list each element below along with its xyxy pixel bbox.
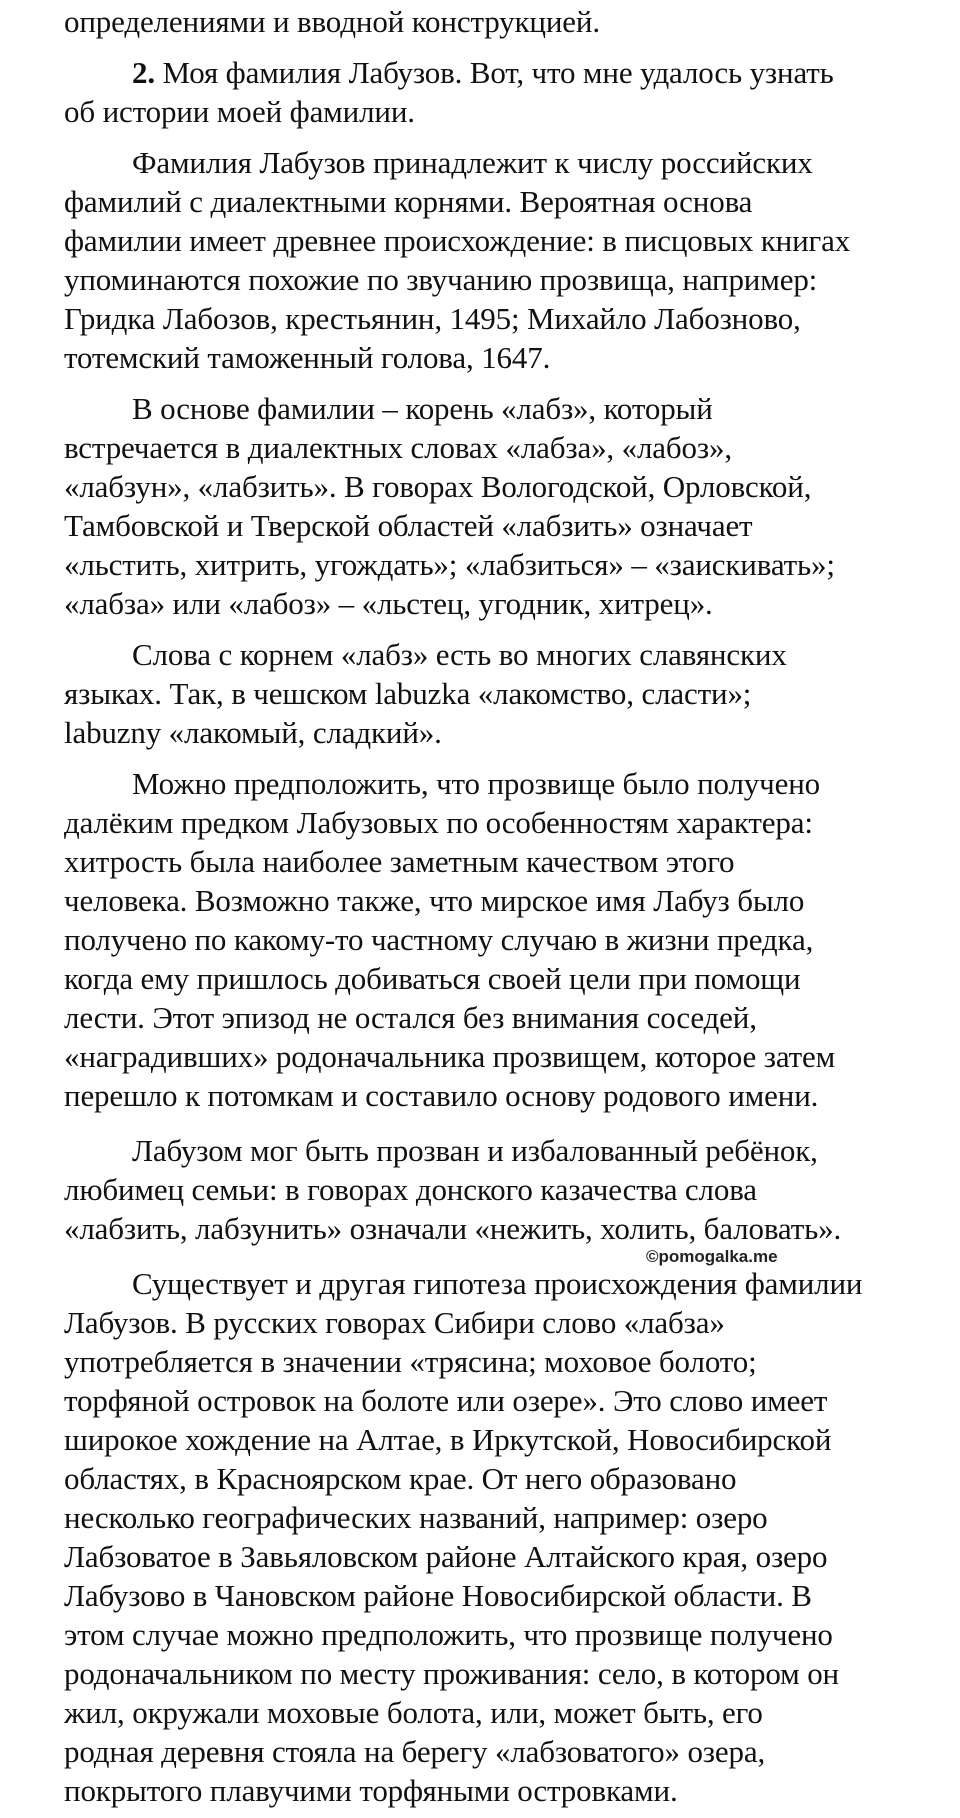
- text-line-content: Моя фамилия Лабузов. Вот, что мне удалось узнать: [154, 55, 834, 90]
- document-page: [64, 0, 954, 1810]
- paragraph: [64, 143, 954, 377]
- text-line: фамилии имеет древнее происхождение: в писцовых книгах: [64, 223, 851, 258]
- text-line: хитрость была наиболее заметным качеством этого: [64, 844, 735, 879]
- text-line: когда ему пришлось добиваться своей цели при помощи: [64, 961, 801, 996]
- text-line: языках. Так, в чешском labuzka «лакомство, сласти»;: [64, 676, 752, 711]
- text-line: упоминаются похожие по звучанию прозвища, например:: [64, 262, 818, 297]
- text-line: [64, 53, 954, 92]
- paragraph: [64, 635, 954, 752]
- paragraph: [64, 1131, 954, 1248]
- paragraph: [64, 389, 954, 623]
- text-line: лести. Этот эпизод не остался без внимания соседей,: [64, 1000, 757, 1035]
- text-line: любимец семьи: в говорах донского казачества слова: [64, 1172, 757, 1207]
- text-line: фамилий с диалектными корнями. Вероятная основа: [64, 184, 753, 219]
- text-line: Лабузово в Чановском районе Новосибирской области. В: [64, 1578, 812, 1613]
- text-line: встречается в диалектных словах «лабза», «лабоз»,: [64, 430, 732, 465]
- text-line: покрытого плавучими торфяными островками.: [64, 1773, 678, 1808]
- text-line: Гридка Лабозов, крестьянин, 1495; Михайло Лабозново,: [64, 301, 801, 336]
- text-line: Слова с корнем «лабз» есть во многих славянских: [132, 637, 787, 672]
- text-line: человека. Возможно также, что мирское имя Лабуз было: [64, 883, 805, 918]
- section-number: 2.: [132, 55, 155, 90]
- text-line: родоначальником по месту проживания: село, в котором он: [64, 1656, 839, 1691]
- text-line: далёким предком Лабузовых по особенностям характера:: [64, 805, 813, 840]
- text-line: Можно предположить, что прозвище было получено: [132, 766, 820, 801]
- text-line: употребляется в значении «трясина; моховое болото;: [64, 1344, 757, 1379]
- text-line: широкое хождение на Алтае, в Иркутской, Новосибирской: [64, 1422, 832, 1457]
- text-line: об истории моей фамилии.: [64, 94, 415, 129]
- text-line: родная деревня стояла на берегу «лабзоватого» озера,: [64, 1734, 766, 1769]
- text-line: «наградивших» родоначальника прозвищем, которое затем: [64, 1039, 836, 1074]
- text-line: областях, в Красноярском крае. От него образовано: [64, 1461, 737, 1496]
- text-line: Фамилия Лабузов принадлежит к числу российских: [132, 145, 813, 180]
- text-line: Тамбовской и Тверской областей «лабзить» означает: [64, 508, 753, 543]
- text-line: жил, окружали моховые болота, или, может быть, его: [64, 1695, 763, 1730]
- paragraph-section-2: [64, 53, 954, 131]
- text-line: Лабзоватое в Завьяловском районе Алтайского края, озеро: [64, 1539, 828, 1574]
- text-line: перешло к потомкам и составило основу родового имени.: [64, 1078, 819, 1113]
- watermark: ©pomogalka.me: [646, 1247, 778, 1266]
- text-line: торфяной островок на болоте или озере». Это слово имеет: [64, 1383, 828, 1418]
- paragraph: [64, 1264, 954, 1810]
- paragraph: [64, 764, 954, 1115]
- text-line: «льстить, хитрить, угождать»; «лабзиться» – «заискивать»;: [64, 547, 835, 582]
- text-line: labuzny «лакомый, сладкий».: [64, 715, 442, 750]
- text-line: этом случае можно предположить, что прозвище получено: [64, 1617, 833, 1652]
- text-line: определениями и вводной конструкцией.: [64, 4, 600, 39]
- text-line: Существует и другая гипотеза происхождения фамилии: [132, 1266, 863, 1301]
- text-line: В основе фамилии – корень «лабз», который: [132, 391, 713, 426]
- text-line: Лабузов. В русских говорах Сибири слово «лабза»: [64, 1305, 725, 1340]
- text-line: «лабзить, лабзунить» означали «нежить, холить, баловать».: [64, 1211, 842, 1246]
- text-line: несколько географических названий, например: озеро: [64, 1500, 768, 1535]
- text-line: «лабза» или «лабоз» – «льстец, угодник, хитрец».: [64, 586, 713, 621]
- text-line: тотемский таможенный голова, 1647.: [64, 340, 551, 375]
- text-line: получено по какому-то частному случаю в жизни предка,: [64, 922, 814, 957]
- text-line: Лабузом мог быть прозван и избалованный ребёнок,: [132, 1133, 818, 1168]
- text-line: «лабзун», «лабзить». В говорах Вологодской, Орловской,: [64, 469, 812, 504]
